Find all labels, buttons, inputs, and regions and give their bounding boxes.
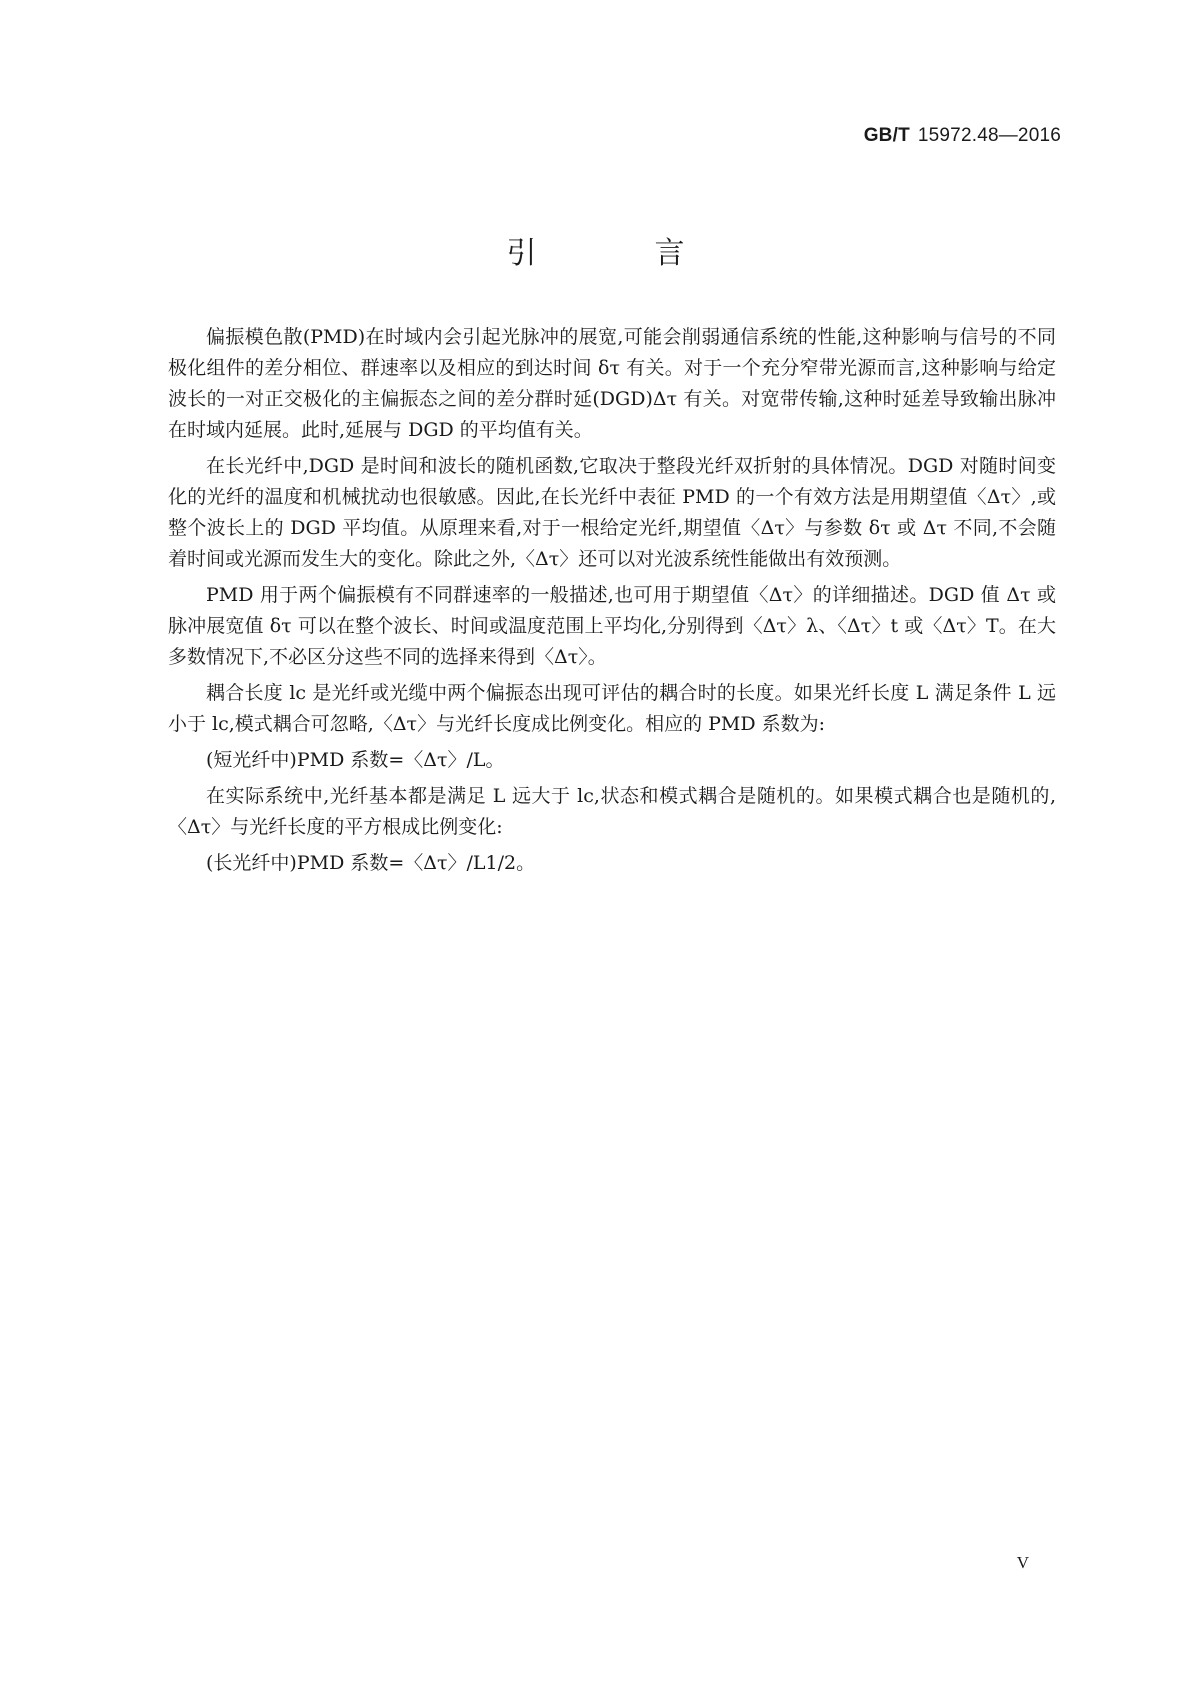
standard-code — [864, 125, 1061, 147]
page-number: V — [1016, 1553, 1029, 1572]
paragraph-long-fiber-dgd: 在长光纤中,DGD 是时间和波长的随机函数,它取决于整段光纤双折射的具体情况。DGD 对随时间变化的光纤的温度和机械扰动也很敏感。因此,在长光纤中表征 PMD 的一个有效方法是用期望值〈Δτ〉,或整个波长上的 DGD 平均值。从原理来看,对于一根给定光纤,期望值〈Δτ〉与参数 δτ 或 Δτ 不同,不会随着时间或光源而发生大的变化。除此之外,〈Δτ〉还可以对光波系统性能做出有效预测。 — [168, 455, 1056, 570]
formula-short-fiber: (短光纤中)PMD 系数=〈Δτ〉/L。 — [206, 749, 505, 771]
paragraph-coupling-length: 耦合长度 lc 是光纤或光缆中两个偏振态出现可评估的耦合时的长度。如果光纤长度 L 满足条件 L 远小于 lc,模式耦合可忽略,〈Δτ〉与光纤长度成比例变化。相应的 PMD 系数为: — [168, 682, 1056, 735]
standard-number: 15972.48—2016 — [917, 125, 1061, 146]
standard-prefix: GB/T — [863, 125, 910, 146]
introduction-body — [168, 322, 1056, 884]
paragraph-pmd-overview: 偏振模色散(PMD)在时域内会引起光脉冲的展宽,可能会削弱通信系统的性能,这种影响与信号的不同极化组件的差分相位、群速率以及相应的到达时间 δτ 有关。对于一个充分窄带光源而言,这种影响与给定波长的一对正交极化的主偏振态之间的差分群时延(DGD)Δτ 有关。对宽带传输,这种时延差导致输出脉冲在时域内延展。此时,延展与 DGD 的平均值有关。 — [168, 326, 1056, 441]
paragraph-practical-systems: 在实际系统中,光纤基本都是满足 L 远大于 lc,状态和模式耦合是随机的。如果模式耦合也是随机的,〈Δτ〉与光纤长度的平方根成比例变化: — [168, 785, 1056, 838]
formula-long-fiber: (长光纤中)PMD 系数=〈Δτ〉/L1/2。 — [206, 852, 536, 874]
paragraph-pmd-description: PMD 用于两个偏振模有不同群速率的一般描述,也可用于期望值〈Δτ〉的详细描述。DGD 值 Δτ 或脉冲展宽值 δτ 可以在整个波长、时间或温度范围上平均化,分别得到〈Δτ〉λ、〈Δτ〉t 或〈Δτ〉T。在大多数情况下,不必区分这些不同的选择来得到〈Δτ〉。 — [168, 584, 1056, 668]
page-title: 引 言 — [506, 236, 729, 271]
